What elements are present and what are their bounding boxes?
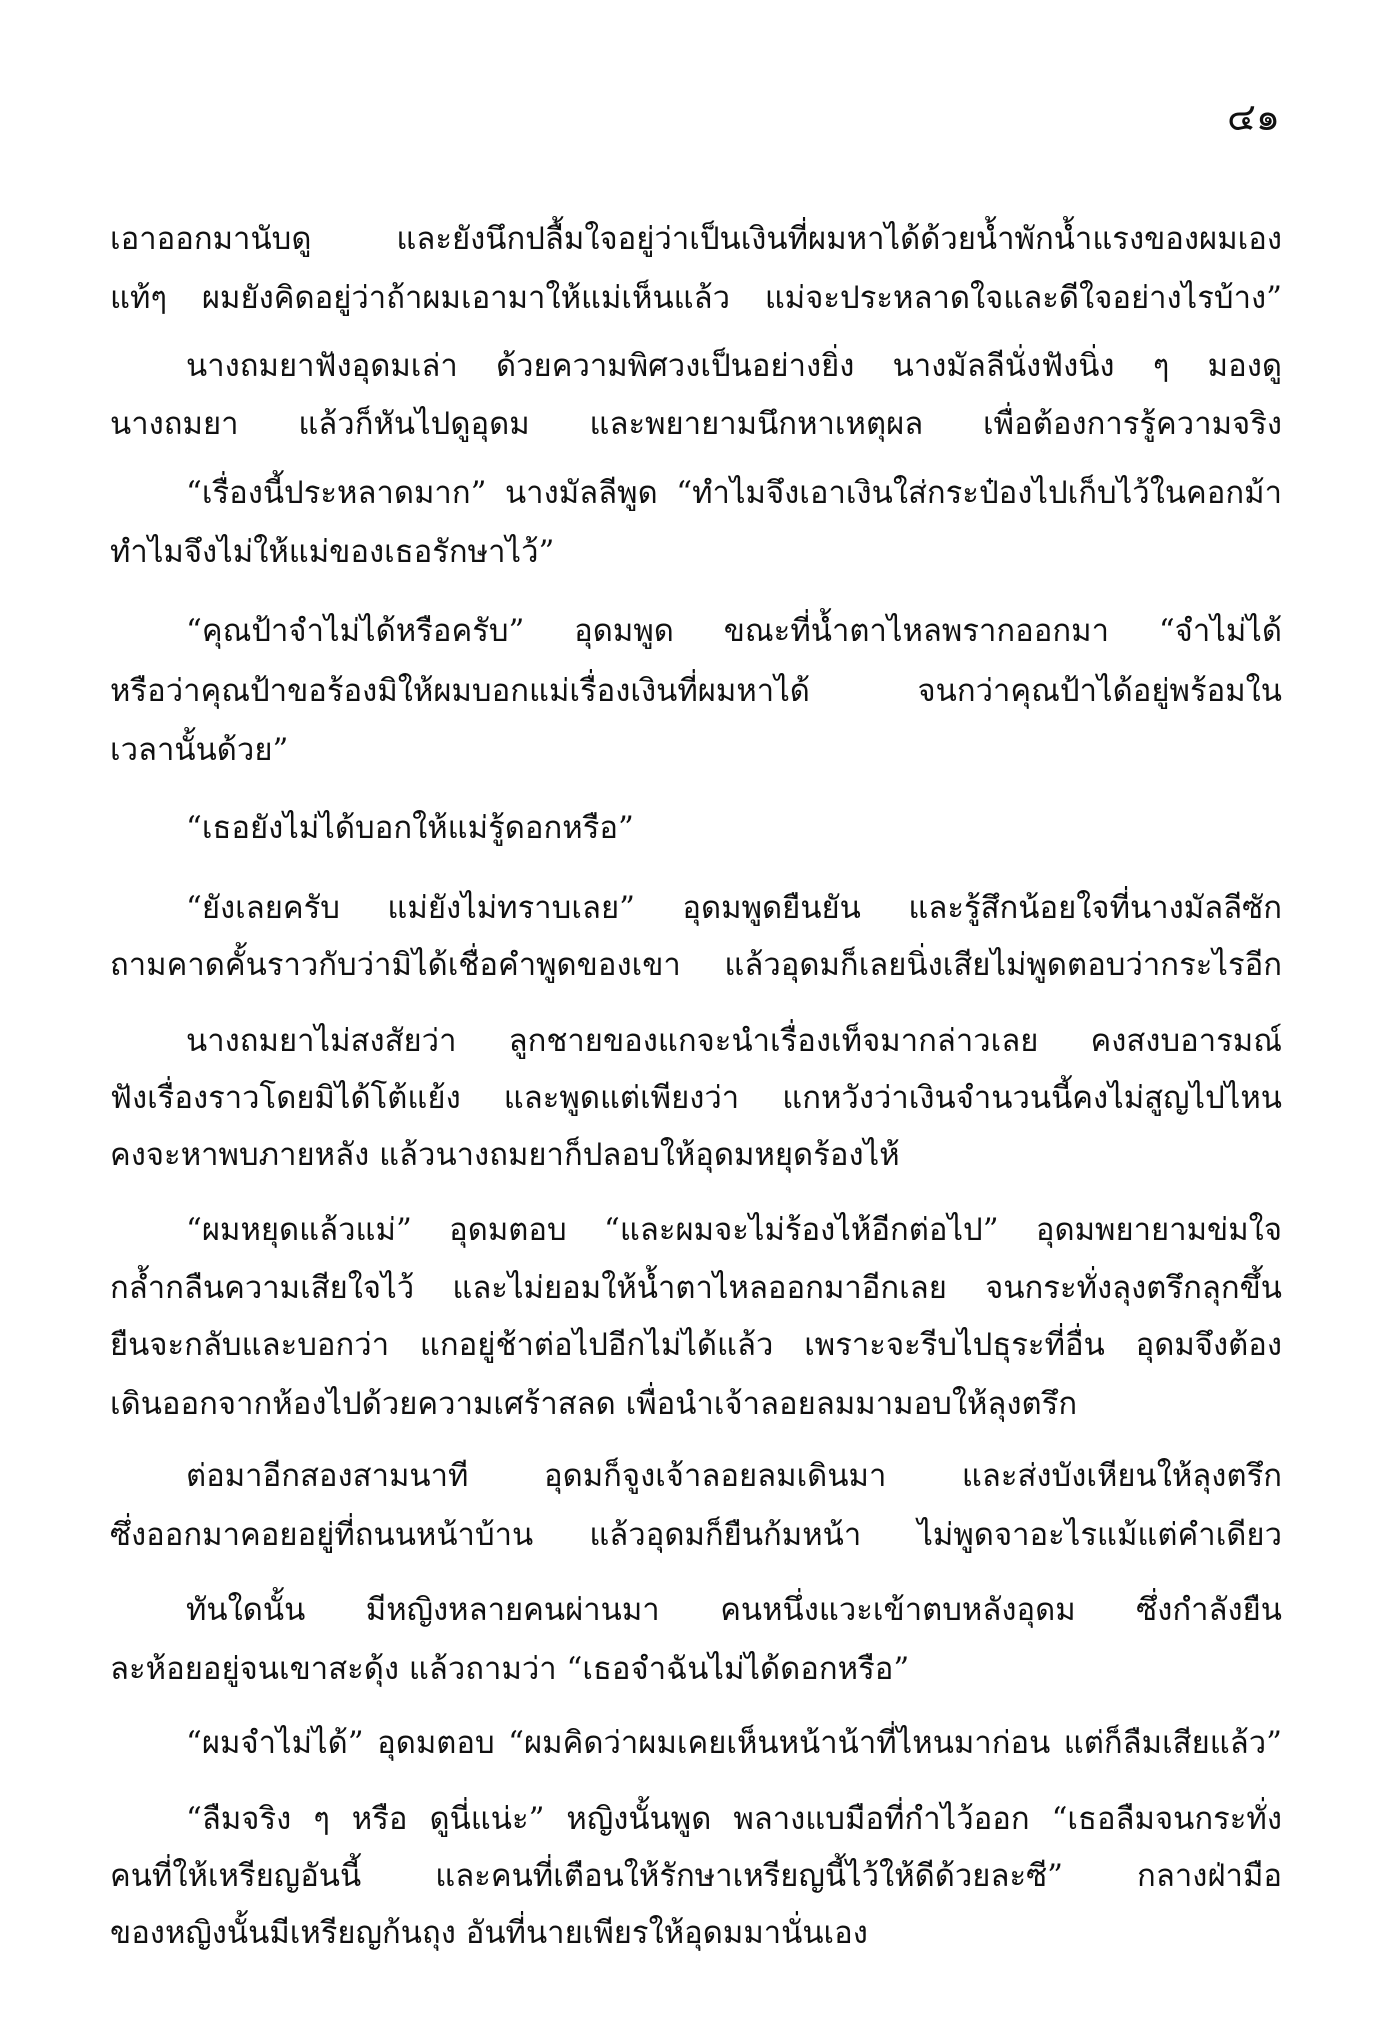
body-line-23: ละห้อยอยู่จนเขาสะดุ้ง แล้วถามว่า “เธอจำฉันไม่ได้ดอกหรือ” (110, 1651, 910, 1687)
body-line-20: ต่อมาอีกสองสามนาที อุดมก็จูงเจ้าลอยลมเดินมา และส่งบังเหียนให้ลุงตรึก (186, 1458, 1282, 1494)
body-line-11: “ยังเลยครับ แม่ยังไม่ทราบเลย” อุดมพูดยืนยัน และรู้สึกน้อยใจที่นางมัลลีซัก (186, 890, 1282, 926)
body-line-1: เอาออกมานับดู และยังนึกปลื้มใจอยู่ว่าเป็นเงินที่ผมหาได้ด้วยน้ำพักน้ำแรงของผมเอง (110, 221, 1282, 257)
page-number: ๔๑ (1227, 95, 1280, 139)
body-line-16: “ผมหยุดแล้วแม่” อุดมตอบ “และผมจะไม่ร้องไห้อีกต่อไป” อุดมพยายามข่มใจ (186, 1212, 1282, 1248)
body-line-8: หรือว่าคุณป้าขอร้องมิให้ผมบอกแม่เรื่องเงินที่ผมหาได้ จนกว่าคุณป้าได้อยู่พร้อมใน (110, 673, 1282, 709)
body-line-3: นางถมยาฟังอุดมเล่า ด้วยความพิศวงเป็นอย่างยิ่ง นางมัลลีนั่งฟังนิ่ง ๆ มองดู (186, 348, 1282, 384)
body-line-26: คนที่ให้เหรียญอันนี้ และคนที่เตือนให้รักษาเหรียญนี้ไว้ให้ดีด้วยละซี” กลางฝ่ามือ (110, 1858, 1282, 1894)
body-line-22: ทันใดนั้น มีหญิงหลายคนผ่านมา คนหนึ่งแวะเข้าตบหลังอุดม ซึ่งกำลังยืน (186, 1592, 1282, 1628)
body-line-15: คงจะหาพบภายหลัง แล้วนางถมยาก็ปลอบให้อุดมหยุดร้องไห้ (110, 1137, 900, 1173)
body-line-2: แท้ๆ ผมยังคิดอยู่ว่าถ้าผมเอามาให้แม่เห็นแล้ว แม่จะประหลาดใจและดีใจอย่างไรบ้าง” (110, 280, 1282, 316)
body-line-6: ทำไมจึงไม่ให้แม่ของเธอรักษาไว้” (110, 534, 555, 570)
body-line-14: ฟังเรื่องราวโดยมิได้โต้แย้ง และพูดแต่เพียงว่า แกหวังว่าเงินจำนวนนี้คงไม่สูญไปไหน (110, 1080, 1282, 1116)
body-line-13: นางถมยาไม่สงสัยว่า ลูกชายของแกจะนำเรื่องเท็จมากล่าวเลย คงสงบอารมณ์ (186, 1023, 1282, 1059)
body-line-24: “ผมจำไม่ได้” อุดมตอบ “ผมคิดว่าผมเคยเห็นหน้าน้าที่ไหนมาก่อน แต่ก็ลืมเสียแล้ว” (186, 1725, 1282, 1761)
body-line-10: “เธอยังไม่ได้บอกให้แม่รู้ดอกหรือ” (186, 810, 634, 846)
body-line-9: เวลานั้นด้วย” (110, 732, 289, 768)
body-line-18: ยืนจะกลับและบอกว่า แกอยู่ช้าต่อไปอีกไม่ได้แล้ว เพราะจะรีบไปธุระที่อื่น อุดมจึงต้อง (110, 1327, 1282, 1363)
body-line-21: ซึ่งออกมาคอยอยู่ที่ถนนหน้าบ้าน แล้วอุดมก็ยืนก้มหน้า ไม่พูดจาอะไรแม้แต่คำเดียว (110, 1517, 1282, 1553)
body-line-7: “คุณป้าจำไม่ได้หรือครับ” อุดมพูด ขณะที่น้ำตาไหลพรากออกมา “จำไม่ได้ (186, 613, 1282, 649)
body-line-17: กล้ำกลืนความเสียใจไว้ และไม่ยอมให้น้ำตาไหลออกมาอีกเลย จนกระทั่งลุงตรึกลุกขึ้น (110, 1270, 1282, 1306)
body-line-4: นางถมยา แล้วก็หันไปดูอุดม และพยายามนึกหาเหตุผล เพื่อต้องการรู้ความจริง (110, 406, 1282, 442)
body-line-27: ของหญิงนั้นมีเหรียญก้นถุง อันที่นายเพียรให้อุดมมานั่นเอง (110, 1915, 868, 1951)
body-line-12: ถามคาดคั้นราวกับว่ามิได้เชื่อคำพูดของเขา แล้วอุดมก็เลยนิ่งเสียไม่พูดตอบว่ากระไรอีก (110, 947, 1282, 983)
body-line-19: เดินออกจากห้องไปด้วยความเศร้าสลด เพื่อนำเจ้าลอยลมมามอบให้ลุงตรึก (110, 1386, 1078, 1422)
body-line-5: “เรื่องนี้ประหลาดมาก” นางมัลลีพูด “ทำไมจึงเอาเงินใส่กระป๋องไปเก็บไว้ในคอกม้า (186, 475, 1282, 511)
body-line-25: “ลืมจริง ๆ หรือ ดูนี่แน่ะ” หญิงนั้นพูด พลางแบมือที่กำไว้ออก “เธอลืมจนกระทั่ง (186, 1801, 1282, 1837)
